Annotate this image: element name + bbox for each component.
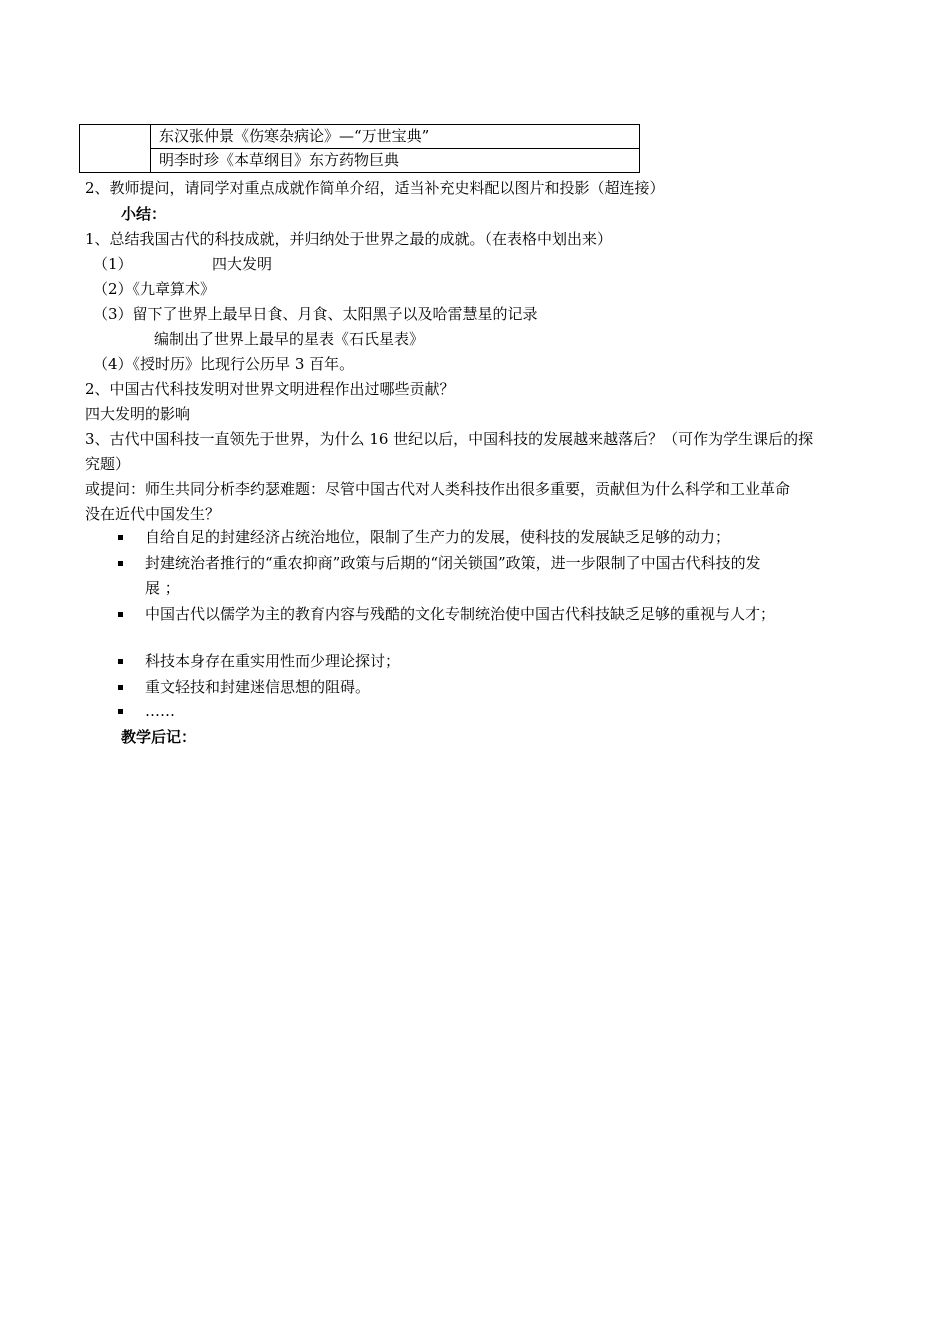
table-row xyxy=(80,125,640,149)
bullet-square-icon xyxy=(118,709,123,714)
summary-heading: 小结： xyxy=(121,205,167,223)
summary-point-2-answer: 四大发明的影响 xyxy=(85,405,191,423)
achievement-table-fragment xyxy=(79,124,640,173)
teacher-question-line: 2、教师提问，请同学对重点成就作简单介绍，适当补充史料配以图片和投影（超连接） xyxy=(85,179,665,197)
summary-point-3-continued: 究题） xyxy=(85,455,131,473)
summary-point-2: 2、中国古代科技发明对世界文明进程作出过哪些贡献？ xyxy=(85,380,455,398)
bullet-square-icon xyxy=(118,659,123,664)
summary-item-3: （3）留下了世界上最早日食、月食、太阳黑子以及哈雷慧星的记录 xyxy=(93,305,538,323)
summary-item-1-text: 四大发明 xyxy=(212,255,273,273)
table-row xyxy=(80,149,640,173)
bullet-square-icon xyxy=(118,561,123,566)
summary-item-1-number: （1） xyxy=(93,255,133,273)
teaching-notes-heading: 教学后记： xyxy=(121,728,197,746)
summary-item-3-continued: 编制出了世界上最早的星表《石氏星表》 xyxy=(154,330,425,348)
table-cell-empty xyxy=(80,125,151,173)
document-page: 东汉张仲景《伤寒杂病论》—“万世宝典” 明李时珍《本草纲目》东方药物巨典 2、教师提问，请同学对重点成就作简单介绍，适当补充史料配以图片和投影（超连接） 小结： 1、总结我国古代的科技成就，并归纳处于世界之最的成就。（在表格中划出来） （1） 四大发明 （2）《九章算术》 （3）留下了世界上最早日食、月食、太阳黑子以及哈雷慧星的记录 编制出了世界上最早的星表《石氏星表》 （4）《授时历》比现行公历早 3 百年。 2、中国古代科技发明对世界文明进程作出过哪些贡献？ 四大发明的影响 3、古代中国科技一直领先于世界，为什么 16 世纪以后，中国科技的发展越来越落后？（可作为学生课后的探 究题） 或提问：师生共同分析李约瑟难题：尽管中国古代对人类科技作出很多重要，贡献但为什么科学和工业革命 没在近代中国发生？ 自给自足的封建经济占统治地位，限制了生产力的发展，使科技的发展缺乏足够的动力； 封建统治者推行的“重农抑商”政策与后期的“闭关锁国”政策，进一步限制了中国古代科技的发 展 ； 中国古代以儒学为主的教育内容与残酷的文化专制统治使中国古代科技缺乏足够的重视与人才； 科技本身存在重实用性而少理论探讨； 重文轻技和封建迷信思想的阻碍。 …… 教学后记： xyxy=(0,0,950,1344)
summary-item-2: （2）《九章算术》 xyxy=(93,280,216,298)
alternate-question-continued: 没在近代中国发生？ xyxy=(85,505,221,523)
bullet-square-icon xyxy=(118,685,123,690)
table-cell: 明李时珍《本草纲目》东方药物巨典 xyxy=(151,149,640,173)
summary-point-3: 3、古代中国科技一直领先于世界，为什么 16 世纪以后，中国科技的发展越来越落后？（可作为学生课后的探 xyxy=(85,430,814,448)
alternate-question: 或提问：师生共同分析李约瑟难题：尽管中国古代对人类科技作出很多重要，贡献但为什么科学和工业革命 xyxy=(85,480,791,498)
table-cell: 东汉张仲景《伤寒杂病论》—“万世宝典” xyxy=(151,125,640,149)
bullet-square-icon xyxy=(118,612,123,617)
summary-item-4: （4）《授时历》比现行公历早 3 百年。 xyxy=(93,355,355,373)
bullet-square-icon xyxy=(118,535,123,540)
summary-point-1: 1、总结我国古代的科技成就，并归纳处于世界之最的成就。（在表格中划出来） xyxy=(85,230,613,248)
